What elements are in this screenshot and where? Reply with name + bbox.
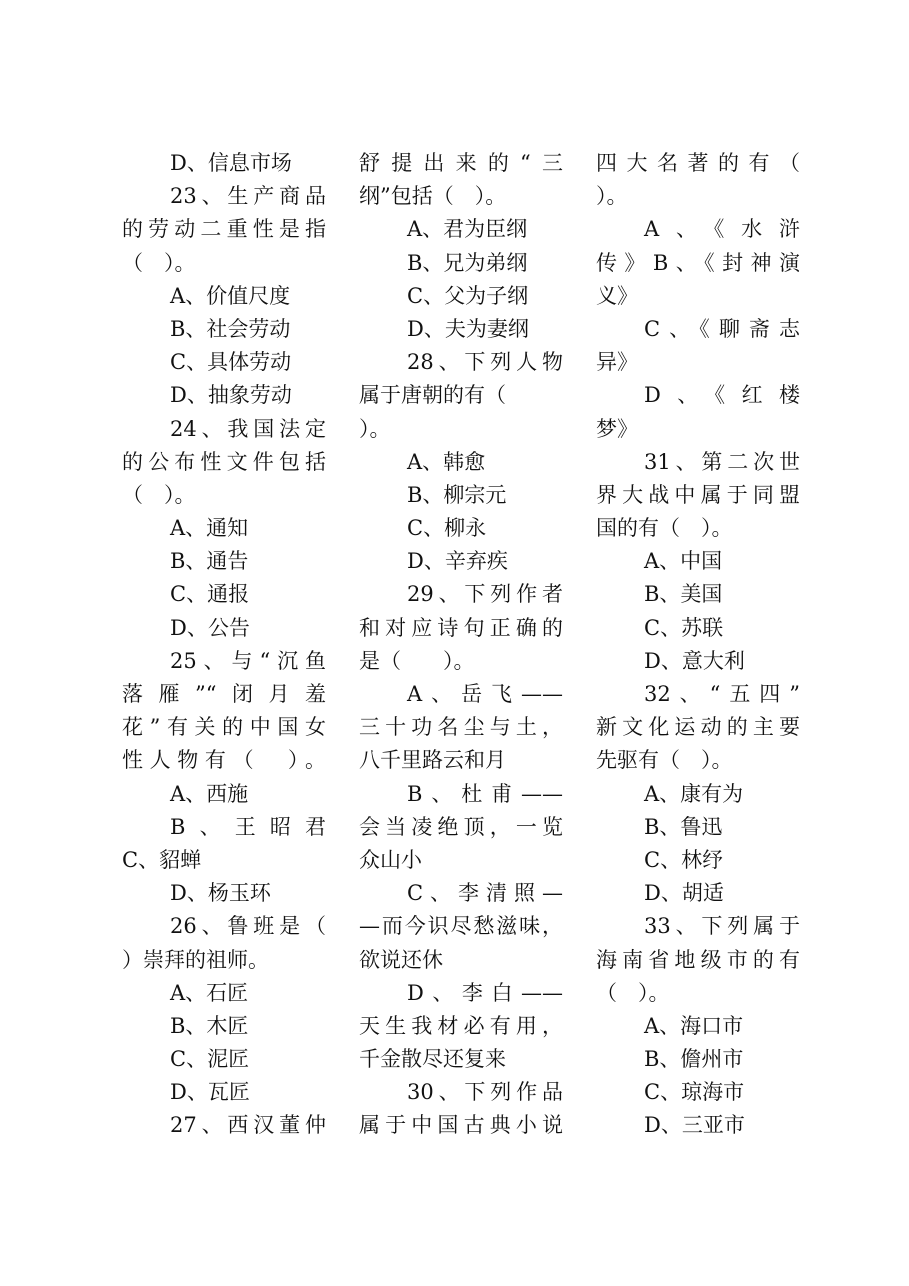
text-line: 属于中国古典小说 [359, 1113, 563, 1138]
text-line: ）。 [596, 184, 628, 209]
text-line: A、价值尺度 [170, 283, 291, 308]
text-line: C、父为子纲 [407, 283, 529, 308]
text-line: 25、与“沉鱼 [170, 648, 326, 673]
text-line: C、林纾 [644, 847, 724, 872]
text-line: D、抽象劳动 [170, 383, 292, 408]
text-line: 众山小 [359, 847, 422, 872]
text-line: D、胡适 [644, 881, 724, 906]
text-line: D、《红楼 [644, 383, 800, 408]
text-line: 四大名著的有（ [596, 151, 800, 175]
column-2 [359, 147, 563, 1143]
text-line: A、中国 [644, 549, 723, 574]
text-line: A、《水浒 [644, 217, 800, 242]
text-line: 29、下列作者 [407, 582, 563, 607]
text-line: B、美国 [644, 582, 723, 607]
text-line: B、儋州市 [644, 1047, 744, 1072]
text-line: D、瓦匠 [170, 1080, 250, 1105]
text-line: 天生我材必有用， [359, 1013, 563, 1038]
column-3 [596, 147, 800, 1143]
text-line: 八千里路云和月 [359, 748, 506, 773]
text-line: 31、第二次世 [644, 449, 800, 474]
text-line: B、通告 [170, 549, 249, 574]
text-line: 24、我国法定 [170, 416, 326, 441]
text-line: 性人物有（ ）。 [122, 748, 326, 773]
text-line: 和对应诗句正确的 [359, 615, 563, 640]
text-line: （ ）。 [596, 980, 670, 1005]
text-line: 千金散尽还复来 [359, 1047, 506, 1072]
text-line: B、木匠 [170, 1013, 249, 1038]
text-line: 26、鲁班是（ [170, 914, 326, 939]
text-line: 的劳动二重性是指 [122, 217, 326, 242]
text-line: 三十功名尘与土， [359, 715, 563, 740]
text-line: C、具体劳动 [170, 350, 292, 375]
text-line: 33、下列属于 [644, 914, 800, 939]
text-line: 花”有关的中国女 [122, 715, 326, 740]
text-line: A、石匠 [170, 980, 249, 1005]
text-line: C、琼海市 [644, 1080, 745, 1105]
text-line: B、社会劳动 [170, 316, 291, 341]
text-line: C、泥匠 [170, 1047, 250, 1072]
text-line: D、李白—— [407, 980, 563, 1005]
text-line: 传》B、《封神演 [596, 250, 800, 275]
text-line: C、柳永 [407, 516, 487, 541]
text-line: （ ）。 [122, 482, 196, 507]
text-line: 32、“五四” [644, 682, 800, 706]
text-line: C、《聊斋志 [644, 316, 800, 341]
text-line: 23、生产商品 [170, 184, 326, 209]
text-line: 界大战中属于同盟 [596, 482, 800, 507]
text-line: ）。 [359, 416, 391, 441]
text-line: 28、下列人物 [407, 350, 563, 375]
text-line: 纲”包括（ ）。 [359, 184, 507, 209]
text-line: （ ）。 [122, 250, 196, 275]
text-line: 舒提出来的“三 [359, 151, 563, 175]
text-line: C、苏联 [644, 615, 724, 640]
text-line: 先驱有（ ）。 [596, 748, 733, 773]
text-line: 欲说还休 [359, 947, 443, 972]
text-line: 梦》 [596, 416, 638, 441]
text-line: D、辛弃疾 [407, 549, 508, 574]
text-line: 海南省地级市的有 [596, 947, 800, 972]
text-line: D、意大利 [644, 648, 745, 673]
text-line: D、夫为妻纲 [407, 316, 529, 341]
text-line: A、通知 [170, 516, 249, 541]
text-line: D、三亚市 [644, 1113, 745, 1138]
text-line: 义》 [596, 283, 638, 308]
text-line: B、兄为弟纲 [407, 250, 528, 275]
text-line: C、李清照— [407, 881, 563, 906]
text-line: D、杨玉环 [170, 881, 271, 906]
text-line: B、王昭君 [170, 814, 326, 839]
text-line: A、岳飞—— [407, 682, 563, 706]
text-line: 落雁”“闭月羞 [122, 682, 326, 706]
text-line: B、杜甫—— [407, 781, 563, 806]
text-line: 27、西汉董仲 [170, 1113, 326, 1138]
text-line: C、通报 [170, 582, 250, 607]
text-line: B、鲁迅 [644, 814, 723, 839]
text-line: D、公告 [170, 615, 250, 640]
text-line: A、西施 [170, 781, 249, 806]
text-line: A、海口市 [644, 1013, 744, 1038]
text-line: A、韩愈 [407, 449, 486, 474]
text-line: 的公布性文件包括 [122, 449, 326, 474]
text-line: B、柳宗元 [407, 482, 507, 507]
text-line: 新文化运动的主要 [596, 715, 800, 740]
text-line: 是（ ）。 [359, 648, 475, 673]
text-line: ）崇拜的祖师。 [122, 947, 269, 972]
text-line: A、康有为 [644, 781, 744, 806]
text-line: —而今识尽愁滋味， [359, 914, 563, 939]
text-line: 30、下列作品 [407, 1080, 563, 1105]
text-line: 属于唐朝的有（ [359, 383, 506, 408]
text-line: 异》 [596, 350, 638, 375]
text-line: 会当凌绝顶，一览 [359, 814, 563, 839]
text-line: 国的有（ ）。 [596, 516, 733, 541]
text-line: D、信息市场 [170, 151, 292, 175]
text-line: C、貂蝉 [122, 847, 202, 872]
column-1 [122, 147, 326, 1143]
text-line: A、君为臣纲 [407, 217, 528, 242]
